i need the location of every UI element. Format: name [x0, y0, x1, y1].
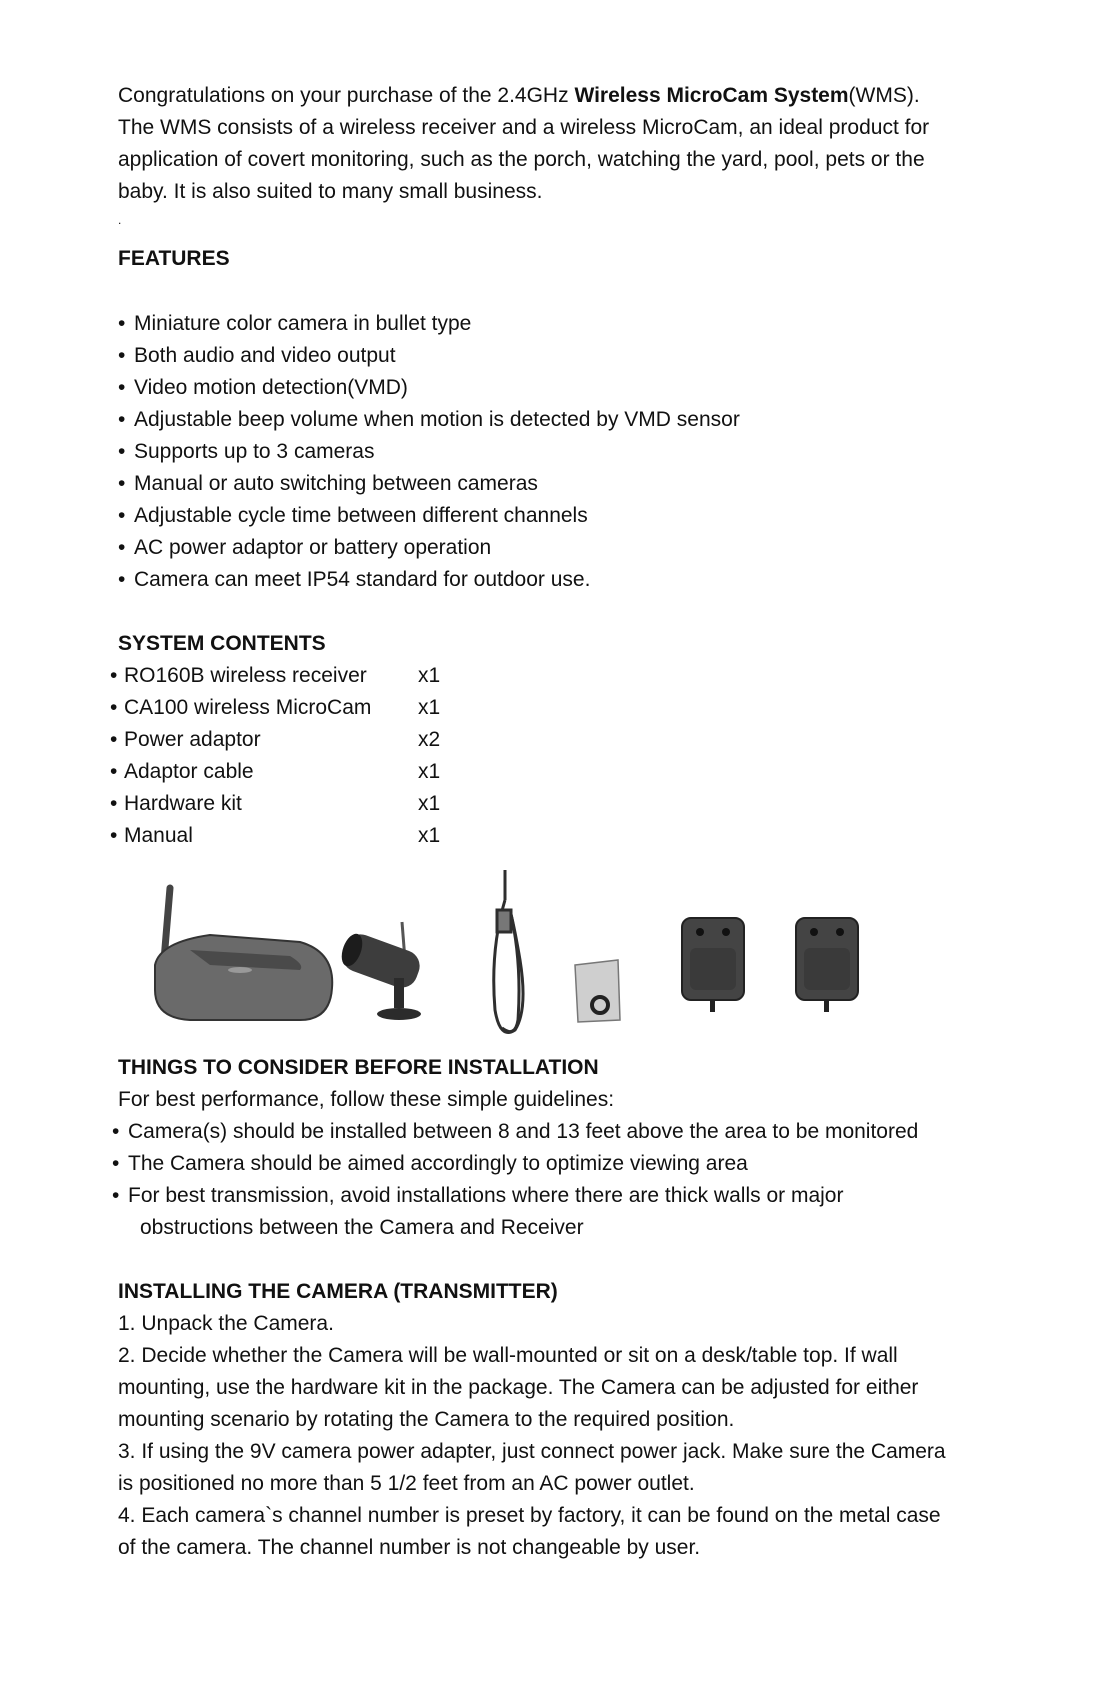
contents-item-name: • Manual: [110, 824, 193, 847]
feature-item: • Supports up to 3 cameras: [118, 436, 374, 468]
contents-row: [110, 756, 254, 788]
intro-line-3: application of covert monitoring, such as the porch, watching the yard, pool, pets or the: [118, 148, 925, 171]
product-name: Wireless MicroCam System: [574, 84, 849, 107]
feature-item: • Camera can meet IP54 standard for outdoor use.: [118, 564, 590, 596]
power-adaptor-image: [796, 918, 858, 1012]
installing-line: of the camera. The channel number is not changeable by user.: [118, 1536, 701, 1559]
contents-item-name: • CA100 wireless MicroCam: [110, 696, 371, 719]
consider-heading: THINGS TO CONSIDER BEFORE INSTALLATION: [118, 1056, 599, 1079]
contents-item-name: • Adaptor cable: [110, 760, 254, 783]
contents-item-qty: x1: [418, 664, 441, 687]
contents-item-qty: x1: [418, 696, 441, 719]
contents-item-name: • RO160B wireless receiver: [110, 664, 367, 687]
installing-line: mounting, use the hardware kit in the package. The Camera can be adjusted for either: [118, 1376, 919, 1399]
installing-line: 4. Each camera`s channel number is preset by factory, it can be found on the metal case: [118, 1504, 941, 1527]
contents-item-name: • Power adaptor: [110, 728, 261, 751]
contents-row: [110, 724, 261, 756]
feature-item: • Miniature color camera in bullet type: [118, 308, 471, 340]
features-heading: FEATURES: [118, 247, 230, 270]
intro-line-2: The WMS consists of a wireless receiver and a wireless MicroCam, an ideal product for: [118, 116, 930, 139]
feature-item: • Video motion detection(VMD): [118, 372, 408, 404]
guideline-item: • For best transmission, avoid installations where there are thick walls or major: [112, 1180, 843, 1212]
feature-item: • AC power adaptor or battery operation: [118, 532, 491, 564]
installing-line: 2. Decide whether the Camera will be wall-mounted or sit on a desk/table top. If wall: [118, 1344, 898, 1367]
installing-heading: INSTALLING THE CAMERA (TRANSMITTER): [118, 1280, 558, 1303]
contents-row: [110, 788, 242, 820]
installing-line: 1. Unpack the Camera.: [118, 1312, 334, 1335]
receiver-image: [155, 888, 332, 1020]
contents-item-qty: x1: [418, 792, 441, 815]
intro-line-4: baby. It is also suited to many small business.: [118, 180, 543, 203]
installing-line: is positioned no more than 5 1/2 feet from an AC power outlet.: [118, 1472, 695, 1495]
hardware-kit-image: [575, 960, 620, 1022]
cable-image: [494, 870, 523, 1033]
feature-item: • Manual or auto switching between cameras: [118, 468, 538, 500]
product-images: [150, 870, 930, 1045]
feature-item: • Adjustable cycle time between different channels: [118, 500, 588, 532]
consider-continuation: obstructions between the Camera and Receiver: [140, 1216, 584, 1239]
intro-text-b: (WMS).: [848, 84, 920, 107]
guideline-item: • Camera(s) should be installed between 8 and 13 feet above the area to be monitored: [112, 1116, 918, 1148]
guideline-item: • The Camera should be aimed accordingly to optimize viewing area: [112, 1148, 748, 1180]
contents-heading: SYSTEM CONTENTS: [118, 632, 326, 655]
contents-item-qty: x1: [418, 760, 441, 783]
contents-item-qty: x1: [418, 824, 441, 847]
feature-item: • Adjustable beep volume when motion is detected by VMD sensor: [118, 404, 740, 436]
camera-image: [338, 922, 424, 1020]
contents-row: [110, 820, 193, 852]
contents-item-name: • Hardware kit: [110, 792, 242, 815]
contents-item-qty: x2: [418, 728, 441, 751]
intro-text-a: Congratulations on your purchase of the 2.4GHz: [118, 84, 575, 107]
installing-line: 3. If using the 9V camera power adapter, just connect power jack. Make sure the Camera: [118, 1440, 946, 1463]
consider-intro: For best performance, follow these simple guidelines:: [118, 1088, 615, 1111]
installing-line: mounting scenario by rotating the Camera to the required position.: [118, 1408, 735, 1431]
contents-row: [110, 692, 371, 724]
intro-line-1: [118, 80, 920, 112]
contents-row: [110, 660, 367, 692]
stray-dot: .: [118, 213, 122, 227]
power-adaptor-image: [682, 918, 744, 1012]
feature-item: • Both audio and video output: [118, 340, 396, 372]
